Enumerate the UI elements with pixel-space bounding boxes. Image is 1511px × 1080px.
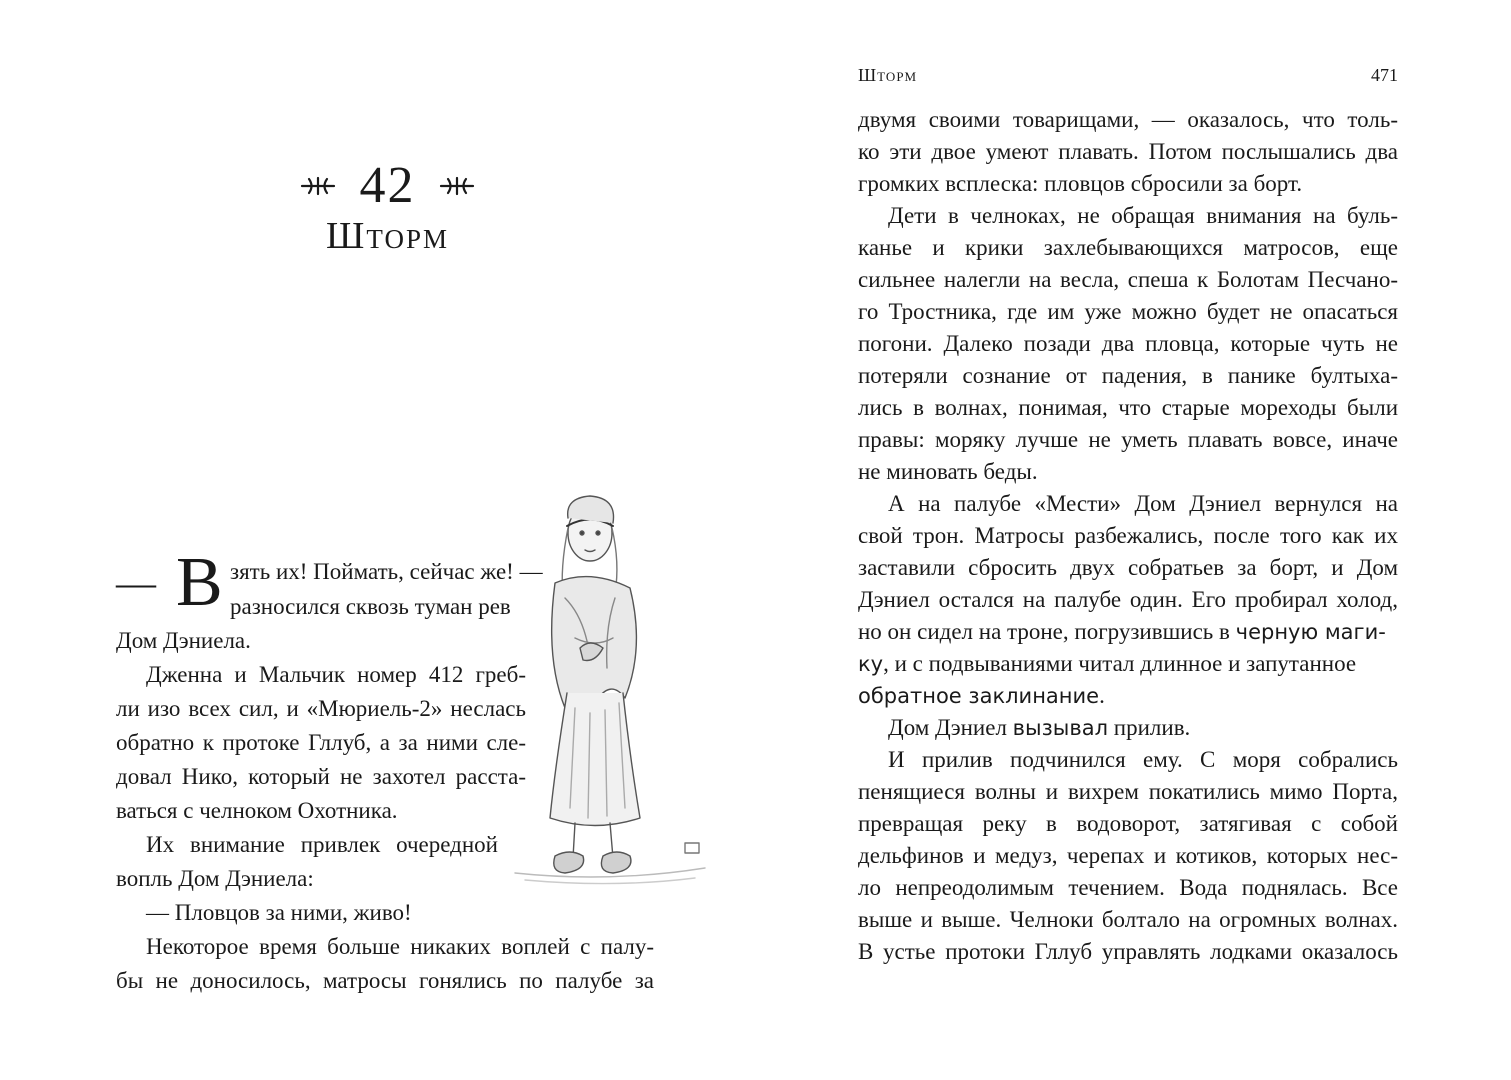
text-line: Некоторое время больше никаких воплей с палу- [146,934,654,959]
text-line: Дом Дэниела. [116,628,251,653]
fleuron-left-icon [300,173,336,199]
text-line: погони. Далеко позади два пловца, которые чуть не [858,331,1398,356]
text-run: прилив. [1108,715,1191,740]
text-line: выше и выше. Челноки болтало на огромных волнах. [858,907,1398,932]
text-line: А на палубе «Мести» Дом Дэниел вернулся на [888,491,1398,516]
text-line: ли изо всех сил, и «Мюриель-2» неслась [116,696,526,721]
text-line: бы не доносилось, матросы гонялись по палубе за [116,968,654,993]
text-line: В устье протоки Гллуб управлять лодками оказалось [858,939,1398,964]
text-line [858,648,1398,680]
text-line: Их внимание привлек очередной [146,832,498,857]
magic-term: обратное заклинание [858,684,1100,708]
text-line: свой трон. Матросы разбежались, после того как их [858,523,1398,548]
magic-term: ку [858,652,884,676]
text-line: не миновать беды. [858,459,1038,484]
text-line: — Пловцов за ними, живо! [146,900,412,925]
text-run: . [1099,683,1105,708]
text-line: го Тростника, где им уже можно будет не опасаться [858,299,1398,324]
running-title: Шторм [858,65,918,85]
text-line: ло непреодолимым течением. Вода поднялась. Все [858,875,1398,900]
text-line: довал Нико, который не захотел расста- [116,764,526,789]
text-line: ко эти двое умеют плавать. Потом послышались два [858,139,1398,164]
magic-term: вызывал [1012,716,1109,740]
text-line: вопль Дом Дэниела: [116,866,314,891]
lead-dash: — [116,560,156,605]
text-line: И прилив подчинился ему. С моря собрались [888,747,1398,772]
girl-illustration [495,488,725,888]
text-line: Дэниел остался на палубе один. Его пробирал холод, [858,587,1398,612]
text-line: правы: моряку лучше не уметь плавать вовсе, иначе [858,427,1398,452]
text-line: лись в волнах, понимая, что старые мореходы были [858,395,1398,420]
magic-term: черную маги- [1235,620,1386,644]
text-line: Дети в челноках, не обращая внимания на буль- [888,203,1398,228]
chapter-title: Шторм [326,215,449,257]
text-line: превращая реку в водоворот, затягивая с собой [858,811,1398,836]
text-line: обратно к протоке Гллуб, а за ними сле- [116,730,526,755]
text-run: , и с подвываниями читал длинное и запутанное [883,651,1357,676]
text-line: ваться с челноком Охотника. [116,798,398,823]
text-line: Дженна и Мальчик номер 412 греб- [146,662,526,687]
text-line: заставили сбросить двух собратьев за борт, и Дом [858,555,1398,580]
text-run: Дом Дэниел [888,715,1013,740]
text-line: двумя своими товарищами, — оказалось, что толь- [858,107,1398,132]
chapter-number: 42 [359,157,416,214]
text-line: сильнее налегли на весла, спеша к Болотам Песчано- [858,267,1398,292]
chapter-heading [300,157,475,214]
fleuron-right-icon [439,173,475,199]
text-line: дельфинов и медуз, черепах и котиков, которых нес- [858,843,1398,868]
text-line [858,616,1398,648]
text-line: зять их! Поймать, сейчас же! — [230,559,543,584]
text-line [888,712,1398,744]
text-line: потеряли сознание от падения, в панике бултыха- [858,363,1398,388]
text-run: но он сидел на троне, погрузившись в [858,619,1236,644]
page-number: 471 [1371,65,1398,85]
text-line: канье и крики захлебывающихся матросов, еще [858,235,1398,260]
text-line: разносился сквозь туман рев [230,594,511,619]
text-line: громких всплеска: пловцов сбросили за борт. [858,171,1303,196]
text-line [858,680,1398,712]
dropcap: В [176,544,223,621]
text-line: пенящиеся волны и вихрем покатились мимо Порта, [858,779,1398,804]
